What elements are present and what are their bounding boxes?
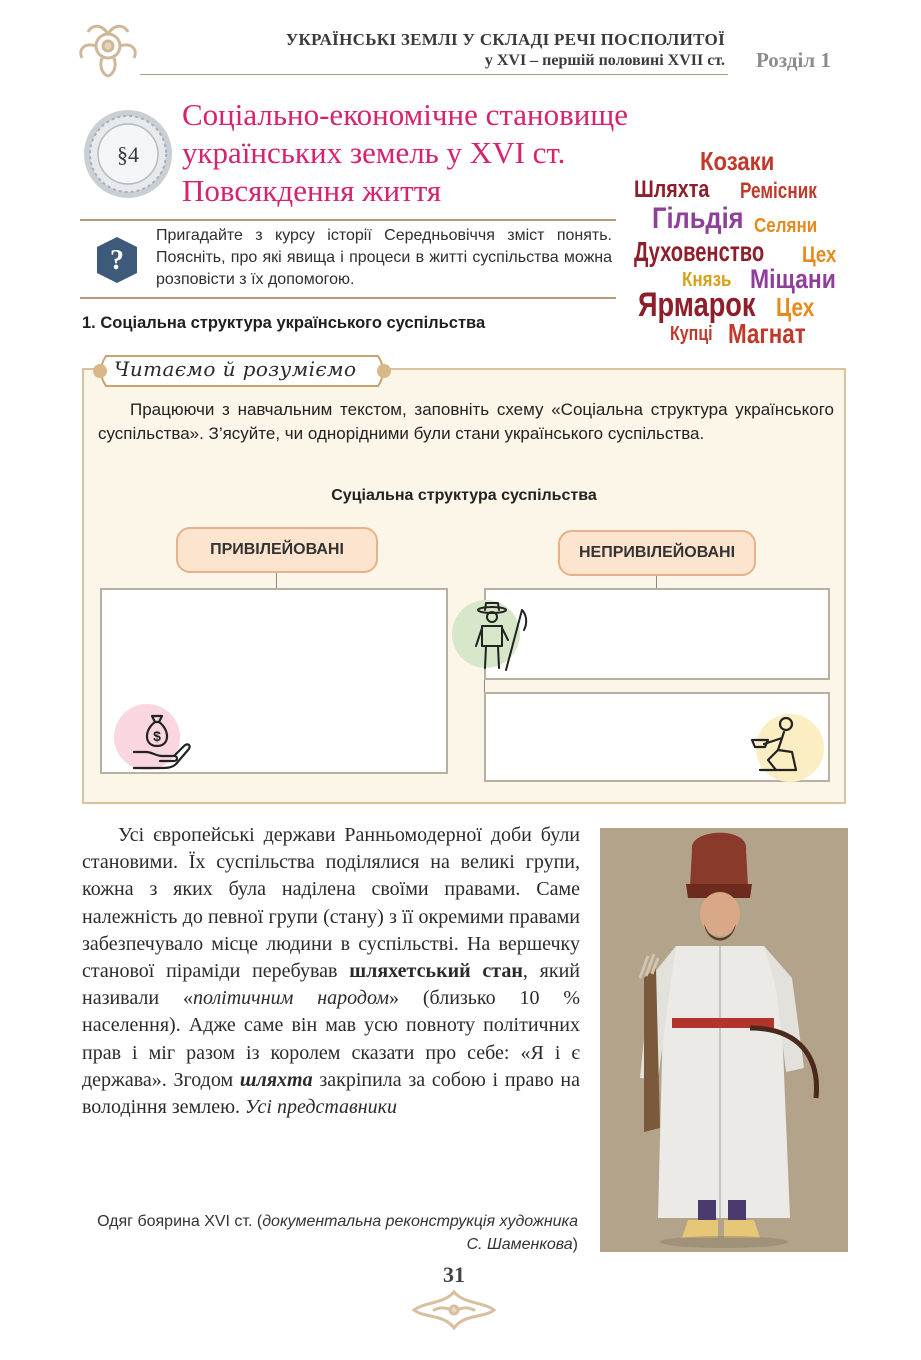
main-body-text bbox=[82, 822, 580, 1121]
text-run: , який називали « bbox=[82, 960, 581, 1010]
caption-italic: документальна реконструкція художника С. Шаменкова bbox=[262, 1213, 578, 1253]
caption-text: ) bbox=[572, 1236, 578, 1253]
caption-text: Одяг боярина XVI ст. ( bbox=[97, 1213, 263, 1230]
italic-term: політичним народом bbox=[192, 987, 390, 1010]
coin-badge-icon bbox=[82, 108, 174, 200]
cloud-word: Шляхта bbox=[634, 176, 710, 203]
boyar-costume-painting bbox=[600, 828, 848, 1252]
lesson-title-line: українських земель у XVI ст. bbox=[182, 135, 566, 170]
connector-line bbox=[276, 573, 277, 588]
scheme-title: Суціальна структура суспільства bbox=[331, 487, 597, 504]
text-run: Усі європейські держави Ранньомодерної доби були становими. Їх суспільства поділялися на великі групи, кожна з яких була наділена своїми правами. Саме належність до певної групи (стану) з її окремими правами забезпечувало місце людини в суспільстві. На вершечку станової піраміди перебував bbox=[82, 824, 580, 983]
svg-text:?: ? bbox=[110, 245, 124, 276]
money-bag-hand-icon bbox=[130, 708, 194, 772]
beggar-icon bbox=[748, 714, 808, 778]
word-cloud bbox=[630, 140, 860, 360]
cloud-word: Князь bbox=[682, 269, 732, 291]
question-rule-top bbox=[80, 219, 616, 221]
lesson-number: §4 bbox=[117, 142, 139, 167]
cloud-word: Ярмарок bbox=[638, 286, 756, 324]
body-paragraph bbox=[82, 822, 580, 1121]
reading-banner-title: Читаємо й розуміємо bbox=[114, 357, 357, 381]
privileged-label: ПРИВІЛЕЙОВАНІ bbox=[176, 527, 378, 573]
cloud-word: Міщани bbox=[750, 264, 836, 294]
footer-ornament-icon bbox=[404, 1284, 504, 1336]
reading-task-text: Працюючи з навчальним текстом, заповніть схему «Соціальна структура українського суспільства». З’ясуйте, чи однорідними були стани українського суспільства. bbox=[98, 400, 834, 443]
floral-ornament-icon bbox=[72, 18, 144, 80]
question-rule-bottom bbox=[80, 297, 616, 299]
peasant-with-scythe-icon bbox=[470, 600, 530, 672]
question-text: Пригадайте з курсу історії Середньовіччя зміст понять. Поясніть, про які явища і процеси в житті суспільства можна розповісти з їх допомогою. bbox=[156, 227, 612, 288]
cloud-word: Купці bbox=[670, 323, 713, 345]
question-mark-icon bbox=[94, 235, 140, 285]
cloud-word: Селяни bbox=[754, 215, 818, 237]
image-caption bbox=[82, 1210, 578, 1256]
lesson-title bbox=[182, 96, 628, 210]
lesson-title-line: Повсякдення життя bbox=[182, 173, 442, 208]
header-rule bbox=[140, 74, 728, 75]
lesson-title-line: Соціально-економічне становище bbox=[182, 97, 628, 132]
unprivileged-answer-box-1[interactable] bbox=[484, 588, 830, 680]
unprivileged-label: НЕПРИВІЛЕЙОВАНІ bbox=[558, 530, 756, 576]
text-run: закріпила за собою і право на володіння землею. bbox=[82, 1068, 580, 1119]
connector-line bbox=[656, 576, 657, 588]
text-run: » (близько 10 % населення). Адже саме він мав усю повноту політичних прав і міг разом із королем сказати про себе: «Я і є держава». Згодом bbox=[82, 987, 580, 1091]
cloud-word: Ремісник bbox=[740, 178, 817, 203]
cloud-word: Козаки bbox=[700, 146, 775, 176]
svg-text:$: $ bbox=[153, 728, 161, 744]
bold-term: шляхетський стан bbox=[349, 960, 523, 983]
bold-italic-term: шляхта bbox=[239, 1068, 313, 1091]
section-label: Розділ 1 bbox=[756, 48, 831, 72]
cloud-word: Магнат bbox=[728, 318, 806, 349]
cloud-word: Гільдія bbox=[652, 202, 744, 235]
cloud-word: Цех bbox=[802, 242, 837, 267]
cloud-word: Духовенство bbox=[634, 236, 765, 267]
cloud-word: Цех bbox=[776, 292, 815, 322]
running-header-title: УКРАЇНСЬКІ ЗЕМЛІ У СКЛАДІ РЕЧІ ПОСПОЛИТОЇ bbox=[285, 30, 725, 49]
page-number: 31 bbox=[443, 1262, 465, 1287]
italic-term: Усі представники bbox=[245, 1096, 398, 1119]
subsection-heading: 1. Соціальна структура українського суспільства bbox=[82, 314, 486, 332]
running-header-subtitle: у XVI – першій половині XVII ст. bbox=[484, 52, 725, 69]
